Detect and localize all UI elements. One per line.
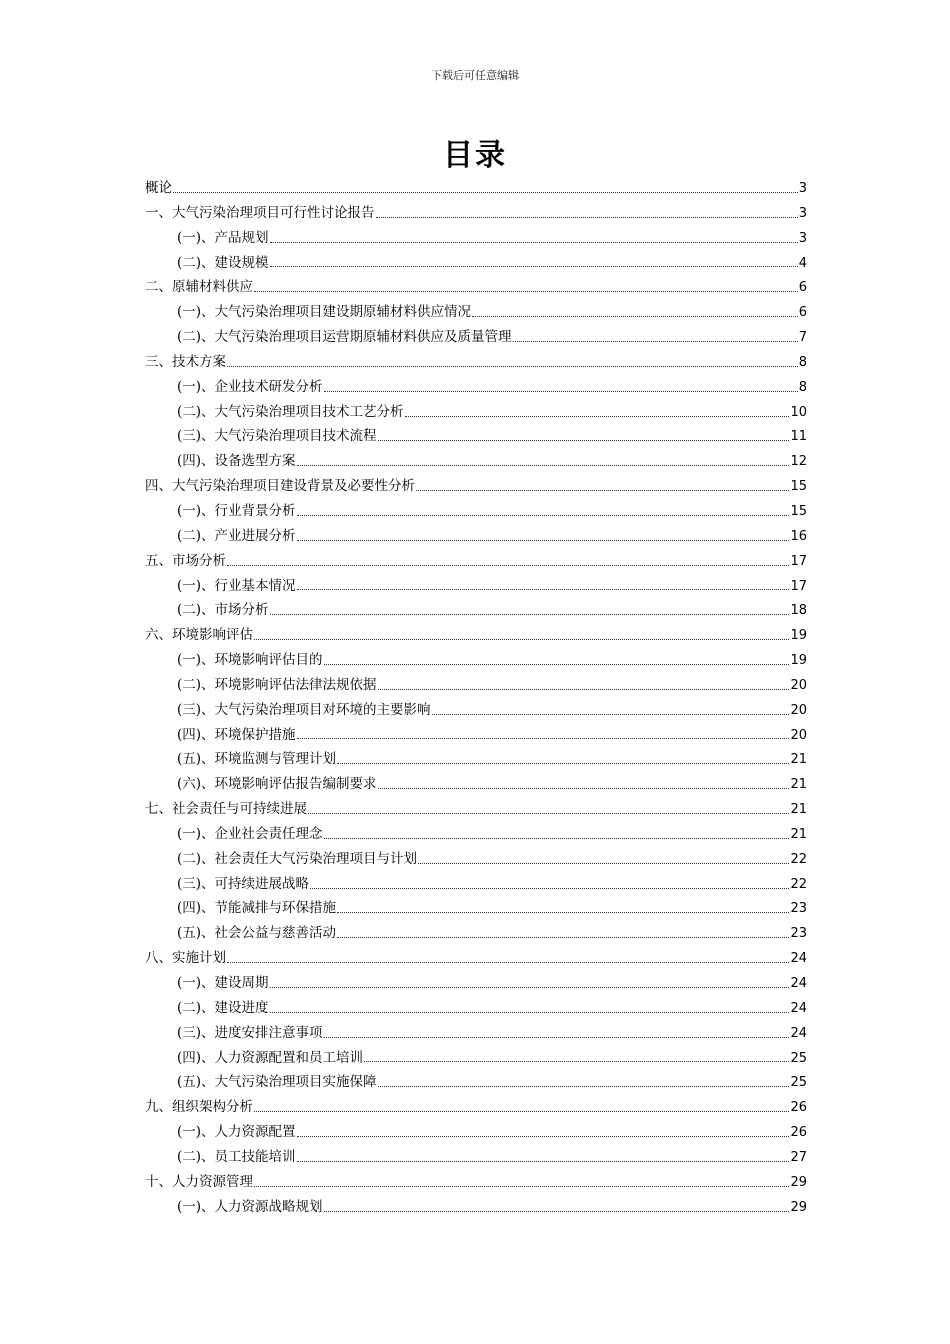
toc-entry-page: 11: [790, 429, 807, 445]
toc-dot-leader: [378, 689, 790, 690]
toc-dot-leader: [297, 1136, 790, 1137]
toc-entry-page: 3: [798, 230, 807, 246]
toc-dot-leader: [173, 192, 798, 193]
toc-entry-label: (三)、大气污染治理项目技术流程: [177, 428, 377, 445]
header-note: 下载后可任意编辑: [431, 69, 519, 82]
toc-entry-label: (一)、行业基本情况: [177, 577, 296, 594]
toc-dot-leader: [324, 664, 790, 665]
toc-entry-label: (四)、设备选型方案: [177, 453, 296, 470]
toc-entry-label: (二)、大气污染治理项目运营期原辅材料供应及质量管理: [177, 329, 512, 346]
toc-entry-page: 26: [790, 1100, 807, 1116]
toc-entry-page: 24: [790, 1025, 807, 1041]
toc-entry[interactable]: [145, 251, 807, 276]
toc-entry-page: 17: [790, 578, 807, 594]
toc-entry-page: 23: [790, 926, 807, 942]
toc-entry[interactable]: [145, 772, 807, 797]
toc-entry-page: 29: [790, 1174, 807, 1190]
toc-dot-leader: [337, 937, 789, 938]
toc-entry[interactable]: [145, 275, 807, 300]
toc-entry-label: (二)、员工技能培训: [177, 1148, 296, 1165]
toc-entry-page: 8: [798, 379, 807, 395]
toc-entry-page: 29: [790, 1199, 807, 1215]
toc-dot-leader: [227, 962, 789, 963]
toc-entry-page: 15: [790, 479, 807, 495]
toc-entry-label: 六、环境影响评估: [145, 627, 253, 644]
toc-entry-page: 20: [790, 727, 807, 743]
toc-entry[interactable]: [145, 698, 807, 723]
toc-entry-label: 十、人力资源管理: [145, 1173, 253, 1190]
toc-dot-leader: [297, 540, 790, 541]
toc-entry-page: 3: [798, 181, 807, 196]
toc-entry[interactable]: [145, 400, 807, 425]
toc-entry-label: (五)、社会公益与慈善活动: [177, 925, 337, 942]
toc-entry-label: (二)、产业进展分析: [177, 527, 296, 544]
toc-dot-leader: [297, 515, 790, 516]
toc-entry-label: (四)、环境保护措施: [177, 726, 296, 743]
toc-entry-page: 19: [790, 628, 807, 644]
toc-dot-leader: [324, 391, 798, 392]
toc-entry-page: 10: [790, 404, 807, 420]
toc-entry-label: (一)、大气污染治理项目建设期原辅材料供应情况: [177, 304, 472, 321]
toc-dot-leader: [416, 490, 789, 491]
toc-entry-page: 24: [790, 1000, 807, 1016]
toc-entry-label: (三)、可持续进展战略: [177, 875, 310, 892]
toc-entry-label: 一、大气污染治理项目可行性讨论报告: [145, 204, 375, 221]
toc-entry[interactable]: [145, 1145, 807, 1170]
toc-entry-label: (一)、环境影响评估目的: [177, 652, 323, 669]
toc-dot-leader: [297, 1161, 790, 1162]
toc-dot-leader: [254, 1111, 789, 1112]
toc-entry-label: 三、技术方案: [145, 353, 226, 370]
toc-entry-page: 6: [798, 280, 807, 296]
toc-dot-leader: [405, 416, 790, 417]
toc-dot-leader: [310, 888, 789, 889]
toc-dot-leader: [513, 341, 798, 342]
toc-entry[interactable]: [145, 1170, 807, 1195]
toc-entry[interactable]: [145, 1095, 807, 1120]
toc-title: 目录: [443, 138, 507, 173]
toc-entry[interactable]: [145, 896, 807, 921]
toc-entry[interactable]: [145, 648, 807, 673]
toc-entry[interactable]: [145, 574, 807, 599]
toc-entry-page: 8: [798, 354, 807, 370]
toc-dot-leader: [227, 565, 789, 566]
toc-entry-page: 21: [790, 752, 807, 768]
toc-entry-label: (五)、大气污染治理项目实施保障: [177, 1074, 377, 1091]
toc-entry[interactable]: [145, 996, 807, 1021]
toc-entry[interactable]: [145, 499, 807, 524]
toc-entry[interactable]: [145, 822, 807, 847]
toc-entry-label: (一)、人力资源战略规划: [177, 1198, 323, 1215]
toc-dot-leader: [308, 813, 789, 814]
toc-entry-label: (二)、社会责任大气污染治理项目与计划: [177, 850, 418, 867]
toc-entry[interactable]: [145, 201, 807, 226]
toc-entry[interactable]: [145, 1195, 807, 1220]
toc-dot-leader: [270, 242, 798, 243]
toc-entry-label: 七、社会责任与可持续进展: [145, 801, 307, 818]
toc-entry-page: 26: [790, 1125, 807, 1141]
toc-entry[interactable]: [145, 474, 807, 499]
toc-entry-page: 21: [790, 826, 807, 842]
toc-entry-page: 20: [790, 702, 807, 718]
toc-entry-label: (二)、市场分析: [177, 602, 269, 619]
toc-entry-label: (二)、环境影响评估法律法规依据: [177, 676, 377, 693]
toc-entry-page: 20: [790, 677, 807, 693]
toc-entry-label: (一)、企业技术研发分析: [177, 378, 323, 395]
toc-entry-page: 17: [790, 553, 807, 569]
toc-entry-label: (一)、人力资源配置: [177, 1124, 296, 1141]
toc-entry-page: 15: [790, 503, 807, 519]
toc-entry[interactable]: [145, 1070, 807, 1095]
toc-dot-leader: [270, 614, 790, 615]
toc-dot-leader: [376, 217, 798, 218]
toc-entry[interactable]: [145, 325, 807, 350]
toc-dot-leader: [227, 366, 798, 367]
toc-entry-page: 25: [790, 1050, 807, 1066]
toc-entry-label: 九、组织架构分析: [145, 1099, 253, 1116]
toc-entry-label: (一)、企业社会责任理念: [177, 825, 323, 842]
toc-entry-label: (二)、建设规模: [177, 254, 269, 271]
toc-entry[interactable]: [145, 176, 807, 201]
toc-entry-page: 6: [798, 305, 807, 321]
toc-entry[interactable]: [145, 1046, 807, 1071]
toc-entry-label: (四)、节能减排与环保措施: [177, 900, 337, 917]
toc-entry[interactable]: [145, 598, 807, 623]
toc-entry-page: 22: [790, 876, 807, 892]
toc-dot-leader: [270, 1012, 790, 1013]
toc-dot-leader: [254, 1186, 789, 1187]
toc-entry[interactable]: [145, 872, 807, 897]
toc-dot-leader: [378, 788, 790, 789]
toc-entry-page: 27: [790, 1149, 807, 1165]
toc-entry[interactable]: [145, 673, 807, 698]
toc-entry[interactable]: [145, 946, 807, 971]
toc-dot-leader: [337, 763, 789, 764]
toc-entry-page: 19: [790, 653, 807, 669]
toc-dot-leader: [418, 863, 789, 864]
toc-entry-label: (一)、产品规划: [177, 229, 269, 246]
toc-entry[interactable]: [145, 1120, 807, 1145]
toc-entry-page: 12: [790, 454, 807, 470]
toc-entry-label: (三)、进度安排注意事项: [177, 1024, 323, 1041]
toc-entry-page: 22: [790, 851, 807, 867]
toc-entry[interactable]: [145, 524, 807, 549]
toc-entry-label: 二、原辅材料供应: [145, 279, 253, 296]
toc-entry-page: 7: [798, 330, 807, 346]
toc-dot-leader: [324, 1037, 790, 1038]
toc-entry[interactable]: [145, 921, 807, 946]
toc-entry-page: 25: [790, 1075, 807, 1091]
toc-dot-leader: [378, 440, 790, 441]
toc-dot-leader: [432, 714, 790, 715]
toc-dot-leader: [297, 738, 790, 739]
toc-entry-page: 24: [790, 976, 807, 991]
toc-entry-label: (二)、建设进度: [177, 999, 269, 1016]
toc-dot-leader: [337, 912, 789, 913]
toc-dot-leader: [324, 1211, 790, 1212]
toc-dot-leader: [297, 589, 790, 590]
toc-entry-page: 21: [790, 777, 807, 793]
toc-entry[interactable]: [145, 623, 807, 648]
toc-entry-label: (一)、建设周期: [177, 975, 269, 991]
toc-entry-page: 18: [790, 603, 807, 619]
toc-dot-leader: [270, 987, 790, 988]
toc-entry-label: (五)、环境监测与管理计划: [177, 751, 337, 768]
toc-entry[interactable]: [145, 226, 807, 251]
table-of-contents: [145, 176, 807, 1219]
toc-entry[interactable]: [145, 1021, 807, 1046]
toc-entry-label: 八、实施计划: [145, 950, 226, 967]
toc-dot-leader: [324, 838, 790, 839]
toc-entry-label: (六)、环境影响评估报告编制要求: [177, 776, 377, 793]
toc-entry[interactable]: [145, 375, 807, 400]
toc-entry-label: 概论: [145, 180, 172, 196]
toc-dot-leader: [378, 1086, 790, 1087]
toc-entry[interactable]: [145, 350, 807, 375]
toc-entry[interactable]: [145, 847, 807, 872]
toc-entry-label: (二)、大气污染治理项目技术工艺分析: [177, 403, 404, 420]
toc-entry-label: (一)、行业背景分析: [177, 502, 296, 519]
toc-entry-page: 16: [790, 528, 807, 544]
toc-entry[interactable]: [145, 747, 807, 772]
toc-entry-label: (三)、大气污染治理项目对环境的主要影响: [177, 701, 431, 718]
toc-entry[interactable]: [145, 723, 807, 748]
toc-entry-label: (四)、人力资源配置和员工培训: [177, 1049, 364, 1066]
toc-entry[interactable]: [145, 971, 807, 996]
toc-dot-leader: [254, 639, 789, 640]
toc-dot-leader: [472, 316, 798, 317]
toc-dot-leader: [364, 1061, 789, 1062]
toc-dot-leader: [254, 291, 798, 292]
toc-entry-page: 3: [798, 205, 807, 221]
toc-dot-leader: [270, 266, 798, 267]
toc-dot-leader: [297, 465, 790, 466]
toc-entry[interactable]: [145, 300, 807, 325]
toc-entry-page: 23: [790, 901, 807, 917]
toc-entry-label: 五、市场分析: [145, 552, 226, 569]
toc-entry-page: 24: [790, 951, 807, 967]
toc-entry-page: 21: [790, 802, 807, 818]
toc-entry[interactable]: [145, 449, 807, 474]
toc-entry[interactable]: [145, 797, 807, 822]
toc-entry-label: 四、大气污染治理项目建设背景及必要性分析: [145, 478, 415, 495]
toc-entry[interactable]: [145, 549, 807, 574]
toc-entry[interactable]: [145, 424, 807, 449]
toc-entry-page: 4: [798, 255, 807, 271]
